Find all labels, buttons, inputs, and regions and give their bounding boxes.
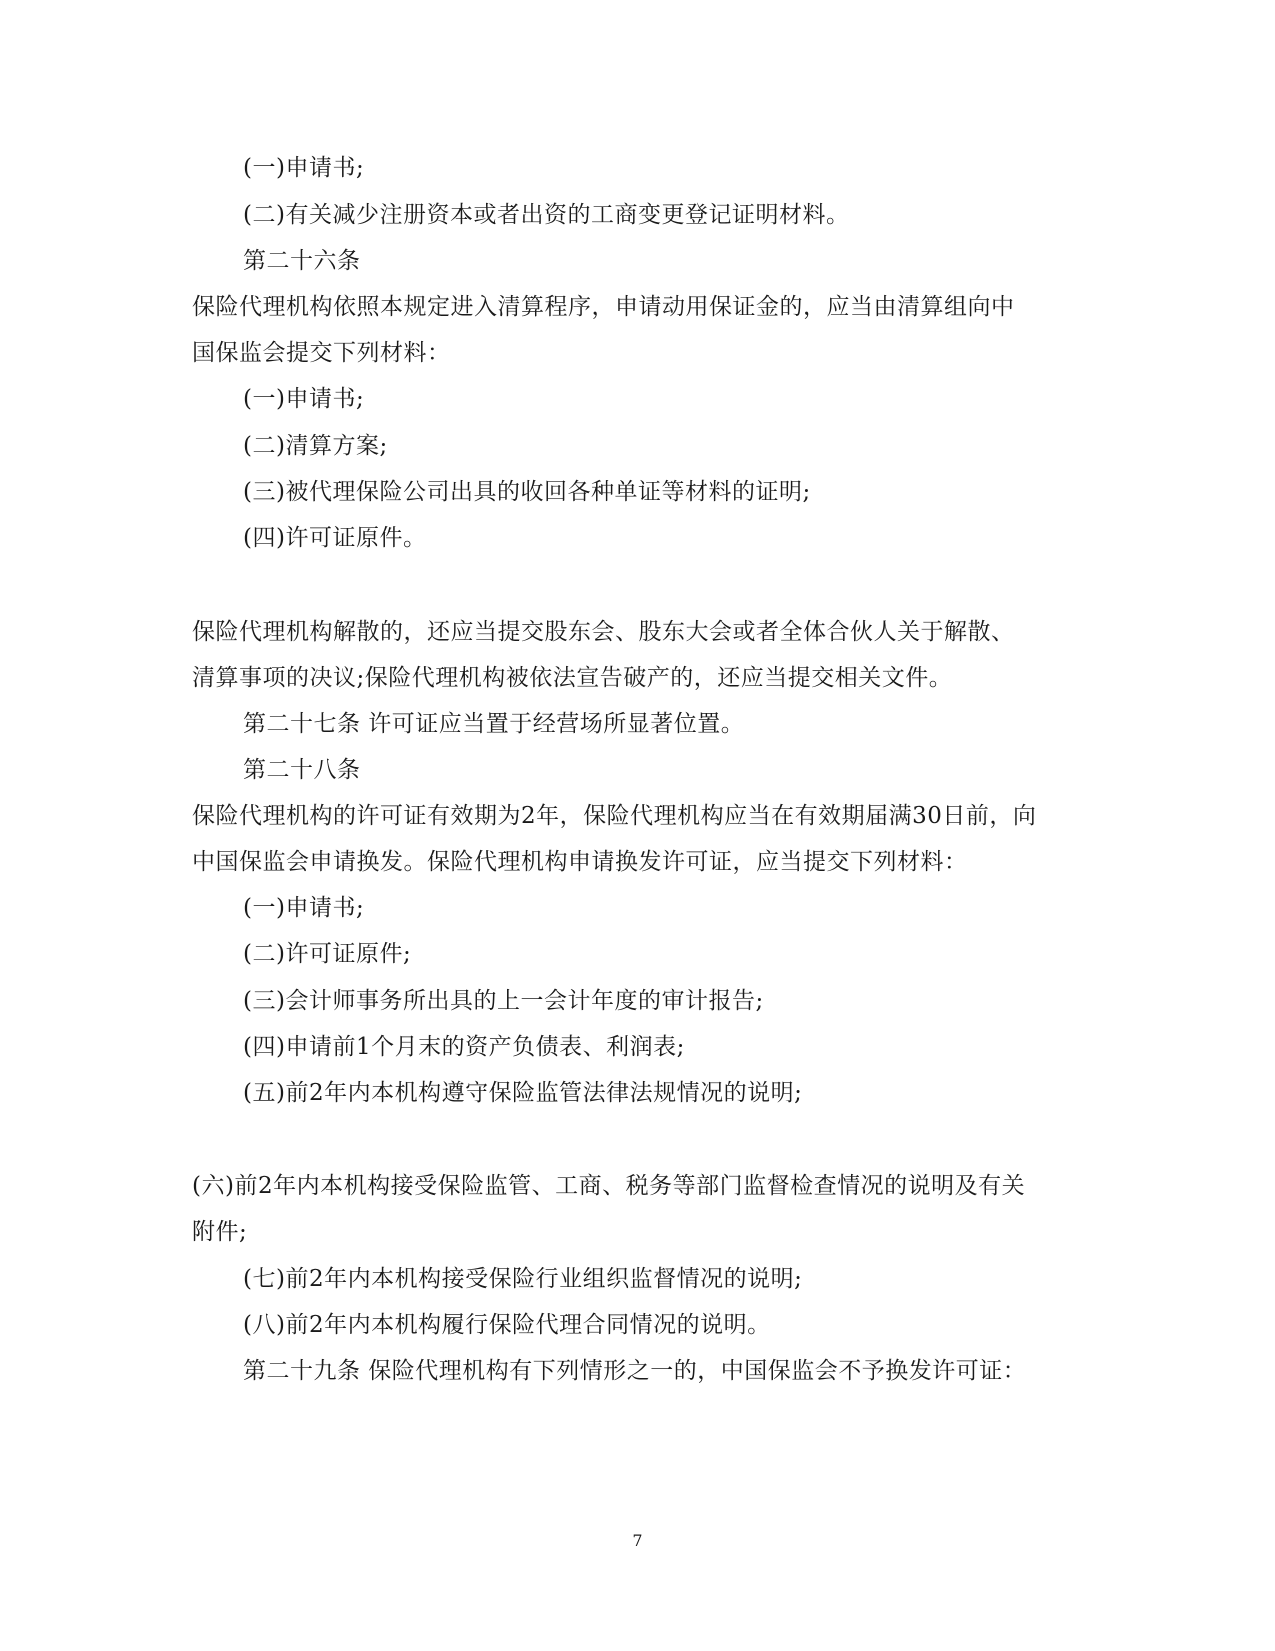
article-heading: 第二十七条 许可证应当置于经营场所显著位置。 — [243, 711, 745, 737]
text-line: (一)申请书; — [243, 386, 365, 412]
article-heading: 第二十八条 — [243, 757, 361, 783]
text-line: (四)许可证原件。 — [243, 525, 427, 551]
text-line: (四)申请前1个月末的资产负债表、利润表; — [243, 1034, 685, 1060]
page-number: 7 — [632, 1531, 643, 1550]
text-line: (六)前2年内本机构接受保险监管、工商、税务等部门监督检查情况的说明及有关 — [192, 1173, 1026, 1199]
text-line: (三)会计师事务所出具的上一会计年度的审计报告; — [243, 988, 764, 1014]
text-line: 保险代理机构解散的，还应当提交股东会、股东大会或者全体合伙人关于解散、 — [192, 619, 1015, 645]
article-heading: 第二十六条 — [243, 248, 361, 274]
text-line: 附件; — [192, 1219, 248, 1245]
text-line: (二)清算方案; — [243, 433, 388, 459]
text-line: (二)许可证原件; — [243, 941, 412, 967]
text-line: (三)被代理保险公司出具的收回各种单证等材料的证明; — [243, 479, 811, 505]
text-line: 保险代理机构依照本规定进入清算程序，申请动用保证金的，应当由清算组向中 — [192, 294, 1015, 320]
text-line: 中国保监会申请换发。保险代理机构申请换发许可证，应当提交下列材料： — [192, 849, 968, 875]
text-line: (八)前2年内本机构履行保险代理合同情况的说明。 — [243, 1312, 771, 1338]
text-line: (一)申请书; — [243, 895, 365, 921]
text-line: 保险代理机构的许可证有效期为2年，保险代理机构应当在有效期届满30日前，向 — [192, 803, 1037, 829]
text-line: (二)有关减少注册资本或者出资的工商变更登记证明材料。 — [243, 202, 850, 228]
text-line: (五)前2年内本机构遵守保险监管法律法规情况的说明; — [243, 1080, 803, 1106]
text-line: 国保监会提交下列材料： — [192, 340, 451, 366]
text-line: (七)前2年内本机构接受保险行业组织监督情况的说明; — [243, 1266, 803, 1292]
text-line: 清算事项的决议;保险代理机构被依法宣告破产的，还应当提交相关文件。 — [192, 665, 953, 691]
article-heading: 第二十九条 保险代理机构有下列情形之一的，中国保监会不予换发许可证： — [243, 1358, 1027, 1384]
text-line: (一)申请书; — [243, 155, 365, 181]
